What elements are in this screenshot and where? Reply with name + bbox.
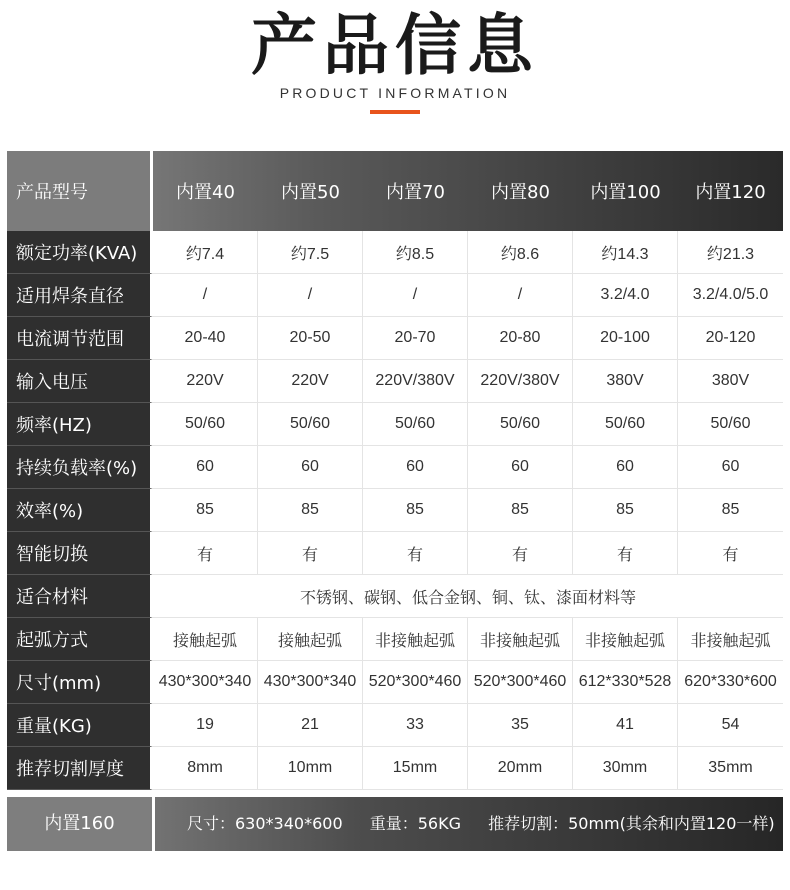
table-cell: 50/60 bbox=[468, 403, 573, 446]
table-cell: 非接触起弧 bbox=[573, 618, 678, 661]
table-cell: 15mm bbox=[363, 747, 468, 790]
page-subtitle: PRODUCT INFORMATION bbox=[279, 85, 511, 101]
table-cell: 有 bbox=[678, 532, 783, 575]
table-cell: 50/60 bbox=[258, 403, 363, 446]
table-cell: 85 bbox=[678, 489, 783, 532]
table-cell: 50/60 bbox=[573, 403, 678, 446]
model-name: 内置50 bbox=[281, 182, 340, 203]
table-row bbox=[7, 575, 783, 618]
footer-size: 尺寸：630*340*600 bbox=[187, 814, 343, 833]
table-cell: 约8.5 bbox=[363, 231, 468, 274]
table-row bbox=[7, 403, 783, 446]
model-name: 内置100 bbox=[590, 182, 661, 203]
table-row bbox=[7, 446, 783, 489]
table-cell: 非接触起弧 bbox=[363, 618, 468, 661]
table-cell: 21 bbox=[258, 704, 363, 747]
table-cell: 430*300*340 bbox=[153, 661, 258, 704]
table-cell: 30mm bbox=[573, 747, 678, 790]
table-cell: 有 bbox=[363, 532, 468, 575]
table-cell: 60 bbox=[258, 446, 363, 489]
table-row bbox=[7, 489, 783, 532]
table-cell: 有 bbox=[573, 532, 678, 575]
table-cell: 非接触起弧 bbox=[468, 618, 573, 661]
table-cell: 约21.3 bbox=[678, 231, 783, 274]
header-label: 产品型号 bbox=[7, 151, 153, 231]
row-label: 起弧方式 bbox=[7, 618, 153, 661]
table-cell: / bbox=[468, 274, 573, 317]
table-cell: 60 bbox=[573, 446, 678, 489]
row-label: 重量(KG) bbox=[7, 704, 153, 747]
table-row bbox=[7, 618, 783, 661]
table-cell: 19 bbox=[153, 704, 258, 747]
footer-info bbox=[187, 797, 790, 851]
table-cell: 380V bbox=[573, 360, 678, 403]
row-label: 效率(%) bbox=[7, 489, 153, 532]
table-cell: 20-40 bbox=[153, 317, 258, 360]
table-cell: 430*300*340 bbox=[258, 661, 363, 704]
model-name: 内置80 bbox=[491, 182, 550, 203]
row-label: 推荐切割厚度 bbox=[7, 747, 153, 790]
table-cell: 50/60 bbox=[678, 403, 783, 446]
model-name: 内置70 bbox=[386, 182, 445, 203]
table-cell: 35 bbox=[468, 704, 573, 747]
table-cell: 54 bbox=[678, 704, 783, 747]
table-cell: 20-120 bbox=[678, 317, 783, 360]
row-label: 电流调节范围 bbox=[7, 317, 153, 360]
table-row bbox=[7, 317, 783, 360]
table-cell: 非接触起弧 bbox=[678, 618, 783, 661]
row-label: 适合材料 bbox=[7, 575, 153, 618]
model-name: 内置120 bbox=[695, 182, 766, 203]
model-name: 内置40 bbox=[176, 182, 235, 203]
table-cell: 20-100 bbox=[573, 317, 678, 360]
row-label: 输入电压 bbox=[7, 360, 153, 403]
table-cell: 20-50 bbox=[258, 317, 363, 360]
spec-table bbox=[7, 151, 783, 790]
table-cell: 33 bbox=[363, 704, 468, 747]
table-cell: 8mm bbox=[153, 747, 258, 790]
table-cell: 50/60 bbox=[363, 403, 468, 446]
table-cell: 有 bbox=[153, 532, 258, 575]
table-cell: 10mm bbox=[258, 747, 363, 790]
table-cell: 3.2/4.0/5.0 bbox=[678, 274, 783, 317]
table-cell: 620*330*600 bbox=[678, 661, 783, 704]
table-cell: 85 bbox=[468, 489, 573, 532]
table-cell: 有 bbox=[258, 532, 363, 575]
table-cell: 20-80 bbox=[468, 317, 573, 360]
table-cell: 3.2/4.0 bbox=[573, 274, 678, 317]
table-cell: 85 bbox=[573, 489, 678, 532]
row-label: 适用焊条直径 bbox=[7, 274, 153, 317]
table-cell: 41 bbox=[573, 704, 678, 747]
table-cell: 380V bbox=[678, 360, 783, 403]
table-cell: 85 bbox=[258, 489, 363, 532]
table-cell: 20-70 bbox=[363, 317, 468, 360]
table-cell: 612*330*528 bbox=[573, 661, 678, 704]
table-cell: / bbox=[258, 274, 363, 317]
table-cell: 220V bbox=[153, 360, 258, 403]
footer-divider bbox=[152, 797, 155, 851]
table-row bbox=[7, 532, 783, 575]
table-header-row bbox=[7, 151, 783, 231]
table-cell: 85 bbox=[363, 489, 468, 532]
table-cell: 60 bbox=[153, 446, 258, 489]
row-label: 持续负载率(%) bbox=[7, 446, 153, 489]
table-cell: 约7.4 bbox=[153, 231, 258, 274]
table-row bbox=[7, 747, 783, 790]
merged-cell: 不锈钢、碳钢、低合金钢、铜、钛、漆面材料等 bbox=[153, 575, 783, 618]
table-cell: 60 bbox=[363, 446, 468, 489]
row-label: 额定功率(KVA) bbox=[7, 231, 153, 274]
row-label: 频率(HZ) bbox=[7, 403, 153, 446]
table-cell: 60 bbox=[678, 446, 783, 489]
table-cell: 20mm bbox=[468, 747, 573, 790]
table-cell: 接触起弧 bbox=[258, 618, 363, 661]
table-row bbox=[7, 661, 783, 704]
title-accent-bar bbox=[370, 110, 420, 114]
table-cell: 35mm bbox=[678, 747, 783, 790]
spec-table-body bbox=[7, 151, 783, 790]
row-label: 智能切换 bbox=[7, 532, 153, 575]
table-row bbox=[7, 231, 783, 274]
table-cell: 520*300*460 bbox=[363, 661, 468, 704]
footer-weight: 重量：56KG bbox=[369, 814, 461, 833]
table-cell: 约7.5 bbox=[258, 231, 363, 274]
table-row bbox=[7, 704, 783, 747]
footer-bar bbox=[7, 797, 783, 851]
table-row bbox=[7, 274, 783, 317]
table-cell: 85 bbox=[153, 489, 258, 532]
table-cell: / bbox=[363, 274, 468, 317]
page-title: 产品信息 bbox=[251, 7, 539, 84]
table-cell: 约14.3 bbox=[573, 231, 678, 274]
table-cell: / bbox=[153, 274, 258, 317]
footer-cut: 推荐切割：50mm(其余和内置120一样) bbox=[488, 814, 775, 833]
table-cell: 220V bbox=[258, 360, 363, 403]
table-cell: 220V/380V bbox=[363, 360, 468, 403]
table-cell: 接触起弧 bbox=[153, 618, 258, 661]
table-cell: 220V/380V bbox=[468, 360, 573, 403]
footer-model-label: 内置160 bbox=[7, 797, 152, 851]
row-label: 尺寸(mm) bbox=[7, 661, 153, 704]
table-cell: 有 bbox=[468, 532, 573, 575]
table-cell: 60 bbox=[468, 446, 573, 489]
table-row bbox=[7, 360, 783, 403]
table-cell: 约8.6 bbox=[468, 231, 573, 274]
table-cell: 50/60 bbox=[153, 403, 258, 446]
table-cell: 520*300*460 bbox=[468, 661, 573, 704]
